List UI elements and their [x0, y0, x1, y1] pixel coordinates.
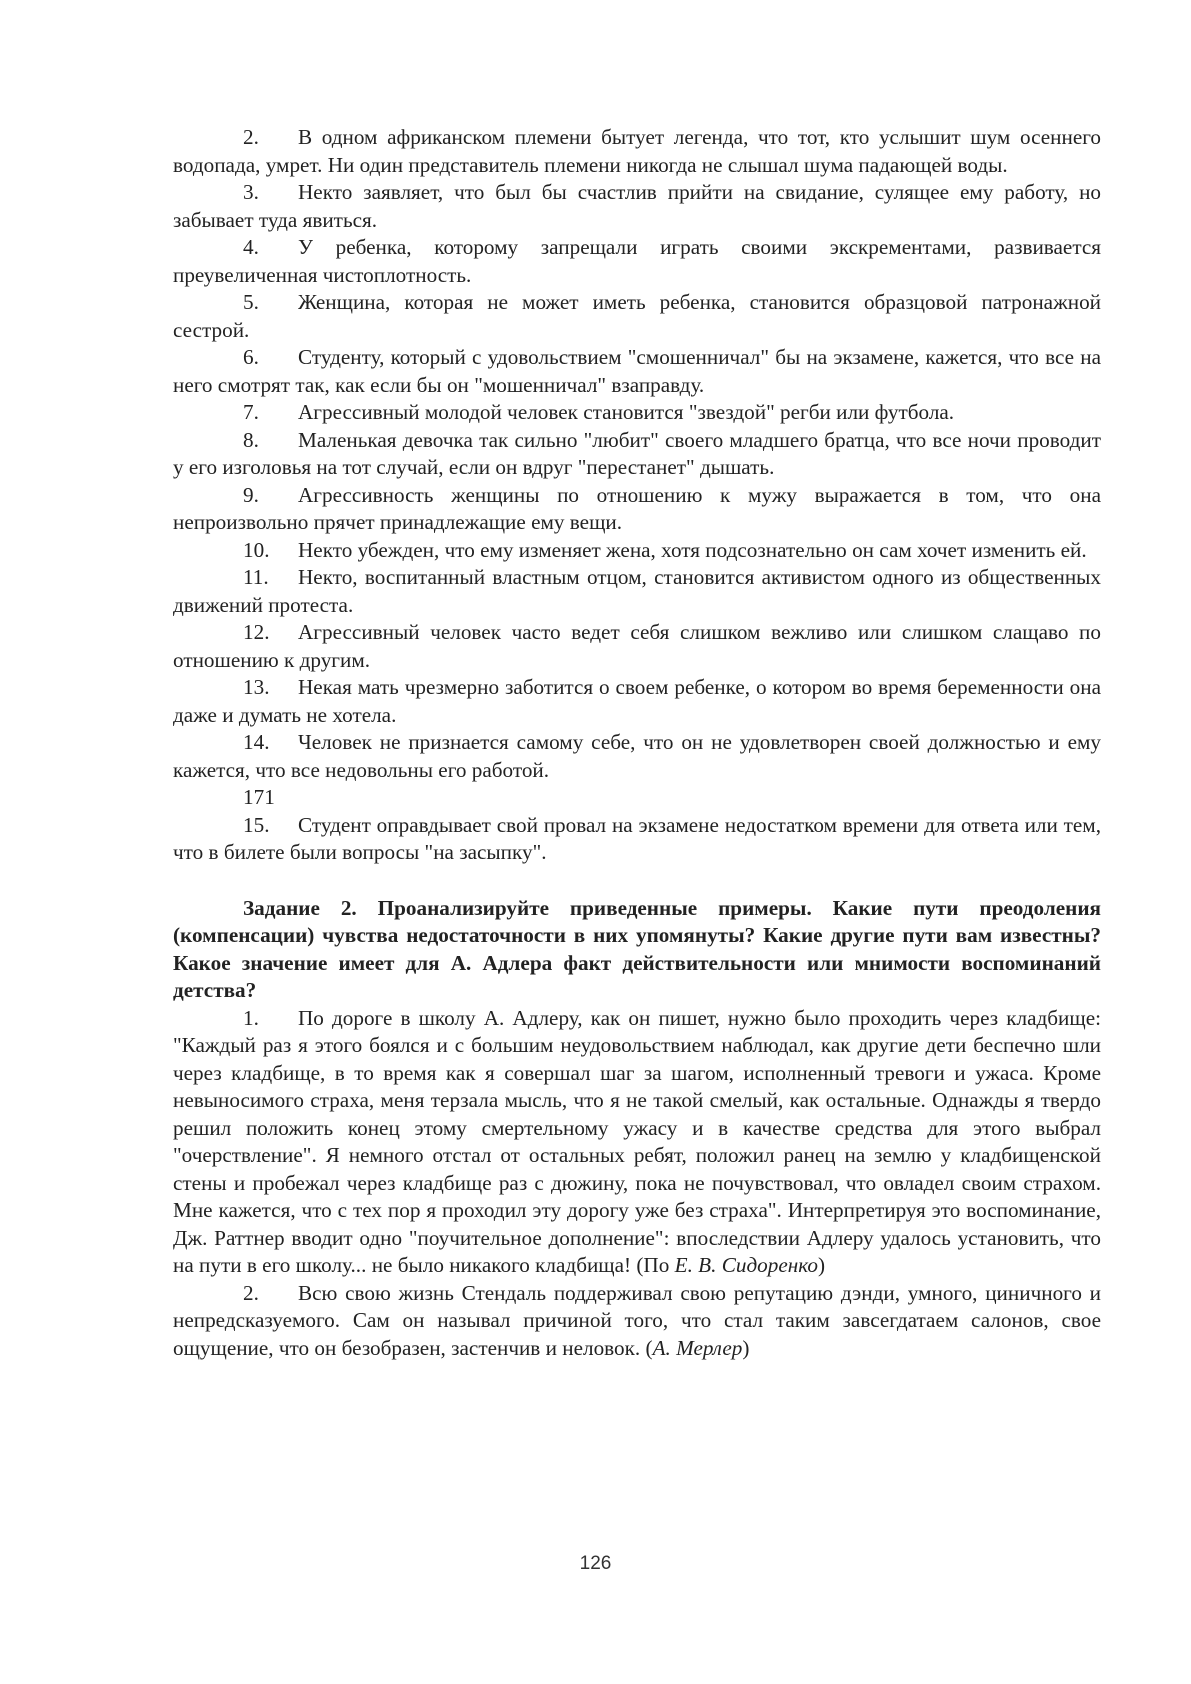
- list-item: [173, 1280, 1101, 1363]
- list-item: [173, 729, 1101, 784]
- item-text: Агрессивный человек часто ведет себя слишком вежливо или слишком слащаво по отношению к другим.: [173, 620, 1101, 672]
- item-author: Е. В. Сидоренко: [674, 1253, 818, 1277]
- page-body: [173, 124, 1101, 1362]
- item-number: 10.: [243, 537, 270, 562]
- item-number: 5.: [243, 290, 259, 314]
- item-number: 12.: [243, 620, 270, 644]
- item-number: 1.: [243, 1005, 259, 1030]
- task-heading: Задание 2. Проанализируйте приведенные примеры. Какие пути преодоления (компенсации) чувства недостаточности в них упомянуты? Какие другие пути вам известны? Какое значение имеет для А. Адлера факт действительности или мнимости воспоминаний детства?: [173, 895, 1101, 1002]
- item-text: У ребенка, которому запрещали играть своими экскрементами, развивается преувеличенная чистоплотность.: [173, 235, 1101, 287]
- item-number: 2.: [243, 1280, 259, 1305]
- item-text: Агрессивный молодой человек становится "звездой" регби или футбола.: [298, 400, 955, 424]
- list-item: [173, 399, 1101, 427]
- item-text: Некто убежден, что ему изменяет жена, хотя подсознательно он сам хочет изменить ей.: [298, 537, 1087, 562]
- list-item: [173, 234, 1101, 289]
- list-item: [173, 1005, 1101, 1280]
- item-number: 2.: [243, 125, 259, 149]
- page-number: 126: [579, 1553, 612, 1574]
- item-tail: ): [817, 1253, 826, 1277]
- list-item: [173, 537, 1101, 565]
- section-gap: [173, 867, 1101, 895]
- source-page-marker: 171: [243, 785, 275, 809]
- list-item: [173, 812, 1101, 867]
- item-text: В одном африканском племени бытует легенда, что тот, кто услышит шум осеннего водопада, умрет. Ни один представитель племени никогда не слышал шума падающей воды.: [173, 125, 1101, 177]
- item-text: Студент оправдывает свой провал на экзамене недостатком времени для ответа или тем, что в билете были вопросы "на засыпку".: [173, 812, 1101, 864]
- item-text: Некто заявляет, что был бы счастлив прийти на свидание, сулящее ему работу, но забывает туда явиться.: [173, 180, 1101, 232]
- item-number: 6.: [243, 345, 259, 369]
- list-item: [173, 179, 1101, 234]
- item-text: Агрессивность женщины по отношению к мужу выражается в том, что она непроизвольно прячет принадлежащие ему вещи.: [173, 482, 1101, 534]
- list-item: [173, 619, 1101, 674]
- list-item: [173, 289, 1101, 344]
- item-text: Женщина, которая не может иметь ребенка, становится образцовой патронажной сестрой.: [173, 290, 1101, 342]
- item-number: 11.: [243, 565, 269, 589]
- item-number: 7.: [243, 400, 259, 424]
- item-text: Человек не признается самому себе, что он не удовлетворен своей должностью и ему кажется, что все недовольны его работой.: [173, 730, 1101, 782]
- list-item: [173, 674, 1101, 729]
- list-item: [173, 344, 1101, 399]
- item-author: А. Мерлер: [652, 1335, 743, 1360]
- list-b: [173, 1005, 1101, 1363]
- item-number: 15.: [243, 812, 270, 837]
- list-item: [173, 124, 1101, 179]
- list-item: [173, 482, 1101, 537]
- item-tail: ): [742, 1335, 750, 1360]
- item-number: 3.: [243, 180, 259, 204]
- item-number: 14.: [243, 730, 270, 754]
- item-number: 4.: [243, 235, 259, 259]
- item-number: 8.: [243, 427, 259, 452]
- item-text: По дороге в школу А. Адлеру, как он пишет, нужно было проходить через кладбище: "Каждый раз я этого боялся и с большим неудовольствием наблюдал, как другие дети беспечно шли через кладбище, в то время как я совершал шаг за шагом, исполненный тревоги и ужаса. Кроме невыносимого страха, меня терзала мысль, что я не такой смелый, как остальные. Однажды я твердо решил положить конец этому смертельному ужасу и в качестве средства для этого выбрал "очерствление". Я немного отстал от остальных ребят, положил ранец на землю у кладбищенской стены и пробежал через кладбище раз с дюжину, пока не почувствовал, что овладел своим страхом. Мне кажется, что с тех пор я проходил эту дорогу уже без страха". Интерпретируя это воспоминание, Дж. Раттнер вводит одно "поучительное дополнение": впоследствии Адлеру удалось установить, что на пути в его школу... не было никакого кладбища! (По: [173, 1005, 1101, 1277]
- item-text: Всю свою жизнь Стендаль поддерживал свою репутацию дэнди, умного, циничного и непредсказуемого. Сам он называл причиной того, что стал таким завсегдатаем салонов, свое ощущение, что он безобразен, застенчив и неловок. (: [173, 1280, 1101, 1360]
- item-number: 9.: [243, 482, 259, 507]
- item-number: 13.: [243, 675, 270, 699]
- item-text: Некая мать чрезмерно заботится о своем ребенке, о котором во время беременности она даже и думать не хотела.: [173, 675, 1101, 727]
- item-text: Студенту, который с удовольствием "смошенничал" бы на экзамене, кажется, что все на него смотрят так, как если бы он "мошенничал" взаправду.: [173, 345, 1101, 397]
- item-text: Маленькая девочка так сильно "любит" своего младшего братца, что все ночи проводит у его изголовья на тот случай, если он вдруг "перестанет" дышать.: [173, 427, 1101, 479]
- item-text: Некто, воспитанный властным отцом, становится активистом одного из общественных движений протеста.: [173, 565, 1101, 617]
- list-item: [173, 564, 1101, 619]
- list-a: [173, 124, 1101, 784]
- list-item: [173, 427, 1101, 482]
